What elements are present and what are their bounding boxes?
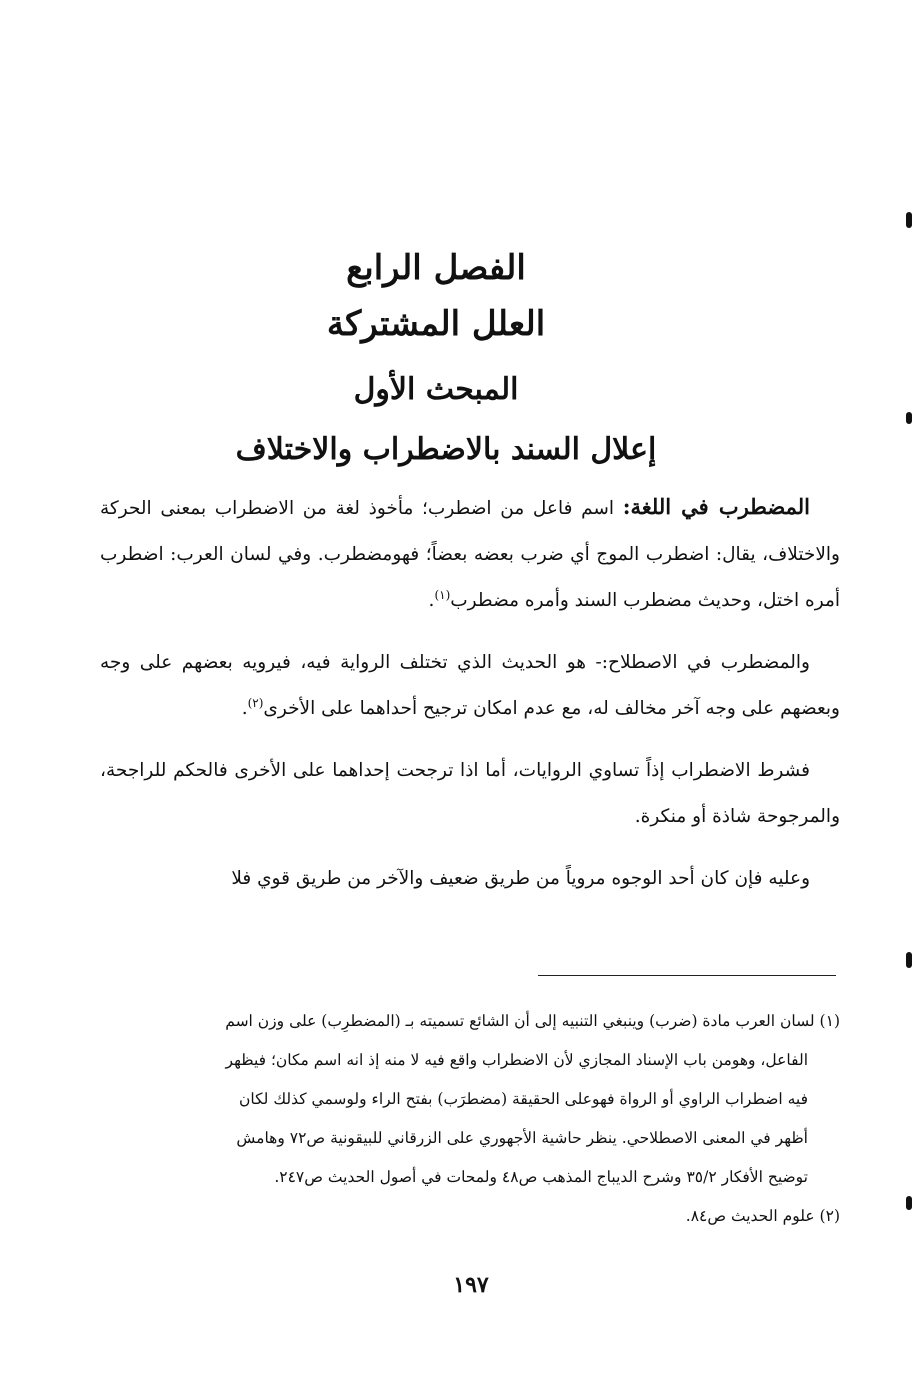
page-number: ١٩٧ [453, 1272, 489, 1298]
paragraph-end: . [428, 590, 435, 611]
paragraph-text: اسم فاعل من اضطرب؛ مأخوذ لغة من الاضطراب بمعنى الحركة والاختلاف، يقال: اضطرب الموج أي ضرب بعضه بعضاً؛ فهومضطرب. وفي لسان العرب: اضطرب أمره اختل، وحديث مضطرب السند وأمره مضطرب [100, 498, 840, 611]
footnote-1-line: توضيح الأفكار ٣٥/٢ وشرح الديباج المذهب ص٤٨ ولمحات في أصول الحديث ص٢٤٧. [274, 1168, 808, 1186]
footnotes [100, 1002, 840, 1236]
footnote-1-line: الفاعل، وهومن باب الإسناد المجازي لأن الاضطراب واقع فيه لا منه إذ انه اسم مكان؛ فيظهر [225, 1051, 808, 1069]
footnote-separator [538, 975, 836, 976]
scan-edge-mark [906, 1196, 912, 1210]
scan-edge-mark [906, 412, 912, 424]
footnote-ref-2: (٢) [247, 695, 264, 710]
paragraph-end: . [241, 698, 248, 719]
chapter-title: الفصل الرابع [346, 248, 526, 288]
paragraph-condition [100, 748, 840, 840]
scan-edge-mark [906, 952, 912, 968]
chapter-subtitle: العلل المشتركة [326, 304, 546, 344]
paragraph-text: وعليه فإن كان أحد الوجوه مروياً من طريق ضعيف والآخر من طريق قوي فلا [231, 868, 810, 889]
footnote-1-line: (١) لسان العرب مادة (ضرب) وينبغي التنبيه إلى أن الشائع تسميته بـ (المضطرِب) على وزن اسم [225, 1012, 840, 1030]
section-subtitle: إعلال السند بالاضطراب والاختلاف [235, 432, 657, 467]
paragraph-consequence [100, 856, 840, 902]
body-text [100, 484, 840, 918]
footnote-ref-1: (١) [434, 587, 451, 602]
footnote-2: (٢) علوم الحديث ص٨٤. [685, 1207, 840, 1225]
scan-edge-mark [906, 212, 912, 228]
section-title: المبحث الأول [353, 372, 519, 407]
headings-block [0, 240, 912, 480]
footnote-1-line: أظهر في المعنى الاصطلاحي. ينظر حاشية الأجهوري على الزرقاني للبيقونية ص٧٢ وهامش [236, 1129, 808, 1147]
paragraph-text: والمضطرب في الاصطلاح:- هو الحديث الذي تختلف الرواية فيه، فيرويه بعضهم على وجه وبعضهم على وجه آخر مخالف له، مع عدم امكان ترجيح أحداهما على الأخرى [100, 652, 840, 719]
paragraph-technical-definition [100, 640, 840, 732]
term-linguistic: المضطرب في اللغة: [622, 494, 810, 519]
paragraph-text: فشرط الاضطراب إذاً تساوي الروايات، أما اذا ترجحت إحداهما على الأخرى فالحكم للراجحة، والمرجوحة شاذة أو منكرة. [100, 760, 840, 827]
paragraph-linguistic-definition [100, 484, 840, 624]
footnote-1-line: فيه اضطراب الراوي أو الرواة فهوعلى الحقيقة (مضطرَب) بفتح الراء ولوسمي كذلك لكان [239, 1090, 808, 1108]
